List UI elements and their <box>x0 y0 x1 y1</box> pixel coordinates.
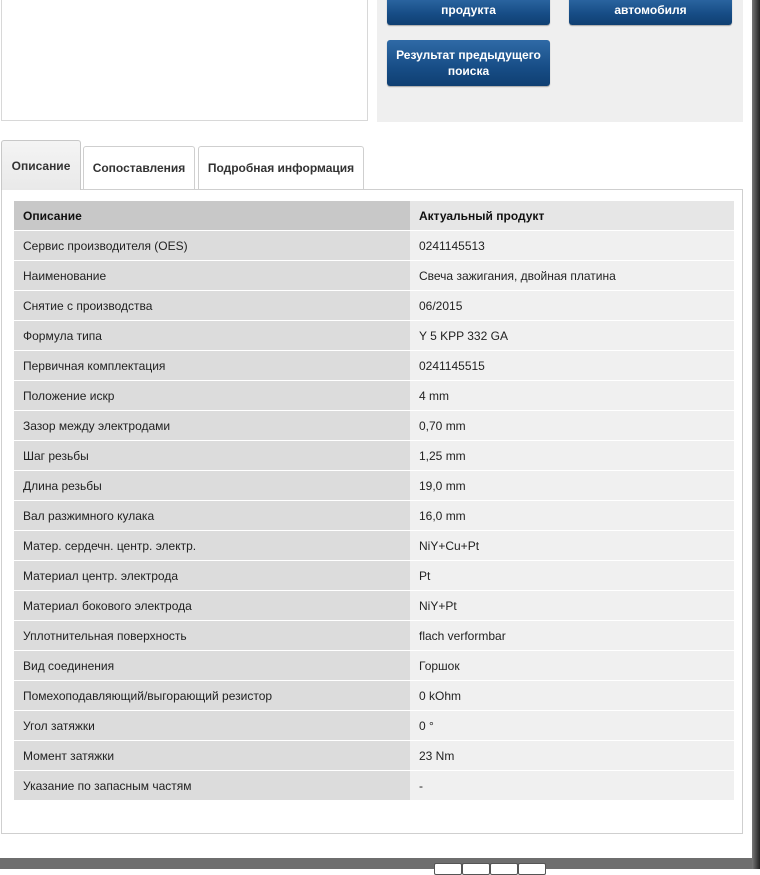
property-value: NiY+Pt <box>410 591 734 621</box>
property-label: Формула типа <box>14 321 410 351</box>
property-label: Длина резьбы <box>14 471 410 501</box>
property-value: NiY+Cu+Pt <box>410 531 734 561</box>
table-row <box>14 531 734 561</box>
property-value: 23 Nm <box>410 741 734 771</box>
column-header-current-product: Актуальный продукт <box>410 201 734 231</box>
table-row <box>14 231 734 261</box>
property-label: Момент затяжки <box>14 741 410 771</box>
property-value: Y 5 KPP 332 GA <box>410 321 734 351</box>
property-value: 16,0 mm <box>410 501 734 531</box>
table-row <box>14 321 734 351</box>
tab-description[interactable]: Описание <box>1 140 81 190</box>
tab-detailed-info[interactable]: Подробная информация <box>198 146 364 189</box>
property-value: - <box>410 771 734 801</box>
table-row <box>14 621 734 651</box>
property-label: Положение искр <box>14 381 410 411</box>
property-label: Угол затяжки <box>14 711 410 741</box>
property-label: Сервис производителя (OES) <box>14 231 410 261</box>
vehicle-button[interactable]: автомобиля <box>569 0 732 25</box>
product-button[interactable]: продукта <box>387 0 550 25</box>
column-header-description: Описание <box>14 201 410 231</box>
table-row <box>14 291 734 321</box>
table-row <box>14 501 734 531</box>
property-label: Шаг резьбы <box>14 441 410 471</box>
property-label: Наименование <box>14 261 410 291</box>
property-label: Матер. сердечн. центр. электр. <box>14 531 410 561</box>
property-label: Вал разжимного кулака <box>14 501 410 531</box>
table-row <box>14 261 734 291</box>
property-label: Указание по запасным частям <box>14 771 410 801</box>
property-value: 1,25 mm <box>410 441 734 471</box>
table-row <box>14 741 734 771</box>
table-row <box>14 471 734 501</box>
property-label: Уплотнительная поверхность <box>14 621 410 651</box>
property-value: 19,0 mm <box>410 471 734 501</box>
property-value: flach verformbar <box>410 621 734 651</box>
bottom-bar <box>0 858 760 869</box>
property-value: 0,70 mm <box>410 411 734 441</box>
properties-table <box>14 201 734 800</box>
description-panel <box>1 189 743 834</box>
property-value: Pt <box>410 561 734 591</box>
table-row <box>14 351 734 381</box>
property-value: 0 kOhm <box>410 681 734 711</box>
pager-button[interactable] <box>518 863 546 875</box>
window-edge-shadow <box>752 0 760 869</box>
previous-search-result-button[interactable]: Результат предыдущего поиска <box>387 40 550 86</box>
property-value: Свеча зажигания, двойная платина <box>410 261 734 291</box>
property-label: Снятие с производства <box>14 291 410 321</box>
table-row <box>14 381 734 411</box>
table-header-row <box>14 201 734 231</box>
property-label: Первичная комплектация <box>14 351 410 381</box>
property-label: Материал центр. электрода <box>14 561 410 591</box>
product-image-area <box>1 0 368 121</box>
property-value: 0241145515 <box>410 351 734 381</box>
property-label: Помехоподавляющий/выгорающий резистор <box>14 681 410 711</box>
table-row <box>14 441 734 471</box>
property-label: Вид соединения <box>14 651 410 681</box>
pager-button[interactable] <box>434 863 462 875</box>
property-label: Зазор между электродами <box>14 411 410 441</box>
property-value: 0241145513 <box>410 231 734 261</box>
table-row <box>14 591 734 621</box>
table-row <box>14 411 734 441</box>
property-value: 0 ° <box>410 711 734 741</box>
pager-button[interactable] <box>490 863 518 875</box>
tab-comparisons[interactable]: Сопоставления <box>83 146 195 189</box>
property-value: 06/2015 <box>410 291 734 321</box>
table-row <box>14 681 734 711</box>
table-row <box>14 771 734 801</box>
property-label: Материал бокового электрода <box>14 591 410 621</box>
table-row <box>14 711 734 741</box>
pager-button[interactable] <box>462 863 490 875</box>
property-value: 4 mm <box>410 381 734 411</box>
property-value: Горшок <box>410 651 734 681</box>
table-row <box>14 651 734 681</box>
table-row <box>14 561 734 591</box>
